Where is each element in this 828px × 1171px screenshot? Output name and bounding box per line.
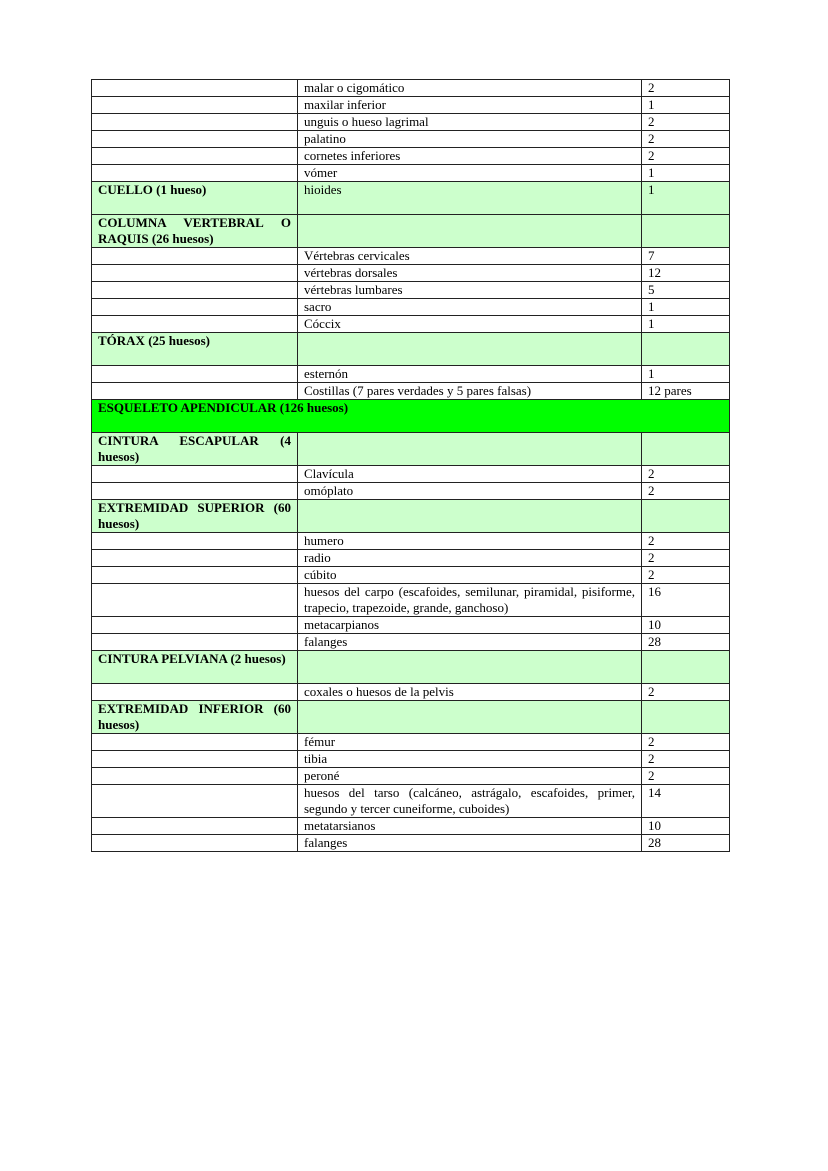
count-cell: 1 (642, 182, 730, 215)
count-cell: 2 (642, 80, 730, 97)
table-row (92, 383, 730, 400)
count-cell: 12 (642, 265, 730, 282)
count-cell: 1 (642, 97, 730, 114)
bone-cell: Costillas (7 pares verdades y 5 pares falsas) (298, 383, 642, 400)
count-cell: 2 (642, 550, 730, 567)
category-row-torax (92, 333, 730, 366)
bone-cell: palatino (298, 131, 642, 148)
bone-cell: Cóccix (298, 316, 642, 333)
count-cell: 28 (642, 835, 730, 852)
region-cell (92, 299, 298, 316)
region-cell (92, 617, 298, 634)
bone-cell: omóplato (298, 483, 642, 500)
region-cell (92, 248, 298, 265)
region-cell: TÓRAX (25 huesos) (92, 333, 298, 366)
bone-cell (298, 651, 642, 684)
region-cell: CUELLO (1 hueso) (92, 182, 298, 215)
count-cell: 1 (642, 316, 730, 333)
bone-cell: vértebras dorsales (298, 265, 642, 282)
count-cell: 1 (642, 299, 730, 316)
bone-cell: tibia (298, 751, 642, 768)
region-cell (92, 282, 298, 299)
region-cell (92, 316, 298, 333)
bone-cell: fémur (298, 734, 642, 751)
bones-table (91, 79, 730, 852)
count-cell: 2 (642, 751, 730, 768)
bone-cell (298, 701, 642, 734)
bone-cell (298, 500, 642, 533)
region-cell (92, 785, 298, 818)
category-row-cintura-pelviana (92, 651, 730, 684)
section-row-apendicular (92, 400, 730, 433)
count-cell: 5 (642, 282, 730, 299)
bone-cell: hioides (298, 182, 642, 215)
category-row-extremidad-inferior (92, 701, 730, 734)
bone-cell (298, 433, 642, 466)
region-cell (92, 684, 298, 701)
region-cell (92, 165, 298, 182)
category-row-cuello (92, 182, 730, 215)
bone-cell: metacarpianos (298, 617, 642, 634)
count-cell: 28 (642, 634, 730, 651)
table-row (92, 483, 730, 500)
table-row (92, 634, 730, 651)
table-row (92, 818, 730, 835)
table-row (92, 165, 730, 182)
bone-cell: Clavícula (298, 466, 642, 483)
region-cell (92, 751, 298, 768)
table-row (92, 366, 730, 383)
region-cell (92, 734, 298, 751)
region-cell: CINTURA PELVIANA (2 huesos) (92, 651, 298, 684)
category-row-columna (92, 215, 730, 248)
region-cell (92, 550, 298, 567)
bone-cell (298, 215, 642, 248)
bone-cell: vómer (298, 165, 642, 182)
table-row (92, 751, 730, 768)
count-cell: 10 (642, 617, 730, 634)
count-cell: 16 (642, 584, 730, 617)
table-row (92, 316, 730, 333)
count-cell: 1 (642, 165, 730, 182)
region-cell (92, 383, 298, 400)
count-cell: 2 (642, 483, 730, 500)
count-cell: 2 (642, 131, 730, 148)
count-cell (642, 651, 730, 684)
region-cell (92, 567, 298, 584)
table-row (92, 148, 730, 165)
region-cell: EXTREMIDAD INFERIOR (60 huesos) (92, 701, 298, 734)
region-cell (92, 80, 298, 97)
count-cell: 12 pares (642, 383, 730, 400)
table-row (92, 734, 730, 751)
region-cell (92, 483, 298, 500)
table-row (92, 835, 730, 852)
count-cell: 2 (642, 768, 730, 785)
table-row (92, 80, 730, 97)
count-cell: 2 (642, 114, 730, 131)
table-row (92, 533, 730, 550)
table-row (92, 299, 730, 316)
table-row (92, 265, 730, 282)
count-cell: 2 (642, 684, 730, 701)
bone-cell: metatarsianos (298, 818, 642, 835)
region-cell (92, 114, 298, 131)
bone-cell: maxilar inferior (298, 97, 642, 114)
bone-cell: Vértebras cervicales (298, 248, 642, 265)
table-row (92, 248, 730, 265)
table-row (92, 466, 730, 483)
region-cell: CINTURA ESCAPULAR (4 huesos) (92, 433, 298, 466)
count-cell (642, 701, 730, 734)
bone-cell: humero (298, 533, 642, 550)
count-cell: 2 (642, 466, 730, 483)
count-cell: 2 (642, 567, 730, 584)
region-cell: COLUMNA VERTEBRAL O RAQUIS (26 huesos) (92, 215, 298, 248)
region-cell (92, 466, 298, 483)
count-cell: 10 (642, 818, 730, 835)
bone-cell: sacro (298, 299, 642, 316)
region-cell (92, 366, 298, 383)
table-row (92, 684, 730, 701)
category-row-extremidad-superior (92, 500, 730, 533)
table-row (92, 282, 730, 299)
count-cell (642, 215, 730, 248)
bone-cell: unguis o hueso lagrimal (298, 114, 642, 131)
count-cell (642, 333, 730, 366)
region-cell (92, 818, 298, 835)
bone-cell: radio (298, 550, 642, 567)
region-cell (92, 265, 298, 282)
table-row (92, 114, 730, 131)
bone-cell: malar o cigomático (298, 80, 642, 97)
table-row (92, 97, 730, 114)
count-cell: 1 (642, 366, 730, 383)
bone-cell: esternón (298, 366, 642, 383)
count-cell: 2 (642, 734, 730, 751)
bone-cell: cornetes inferiores (298, 148, 642, 165)
bone-cell (298, 333, 642, 366)
bone-cell: huesos del tarso (calcáneo, astrágalo, escafoides, primer, segundo y tercer cuneiforme, cuboides) (298, 785, 642, 818)
region-cell (92, 131, 298, 148)
region-cell: EXTREMIDAD SUPERIOR (60 huesos) (92, 500, 298, 533)
count-cell: 7 (642, 248, 730, 265)
bone-cell: peroné (298, 768, 642, 785)
region-cell (92, 634, 298, 651)
bone-cell: cúbito (298, 567, 642, 584)
bone-cell: falanges (298, 835, 642, 852)
region-cell (92, 148, 298, 165)
count-cell (642, 433, 730, 466)
table-row (92, 768, 730, 785)
count-cell: 14 (642, 785, 730, 818)
table-row (92, 617, 730, 634)
table-row (92, 131, 730, 148)
table-row (92, 584, 730, 617)
bone-cell: falanges (298, 634, 642, 651)
count-cell: 2 (642, 533, 730, 550)
count-cell: 2 (642, 148, 730, 165)
bone-cell: coxales o huesos de la pelvis (298, 684, 642, 701)
region-cell (92, 768, 298, 785)
bone-cell: huesos del carpo (escafoides, semilunar, piramidal, pisiforme, trapecio, trapezoide, grande, ganchoso) (298, 584, 642, 617)
table-row (92, 785, 730, 818)
region-cell (92, 533, 298, 550)
bone-cell: vértebras lumbares (298, 282, 642, 299)
count-cell (642, 500, 730, 533)
region-cell (92, 97, 298, 114)
table-row (92, 567, 730, 584)
region-cell (92, 835, 298, 852)
section-title: ESQUELETO APENDICULAR (126 huesos) (92, 400, 730, 433)
category-row-cintura-escapular (92, 433, 730, 466)
table-row (92, 550, 730, 567)
region-cell (92, 584, 298, 617)
